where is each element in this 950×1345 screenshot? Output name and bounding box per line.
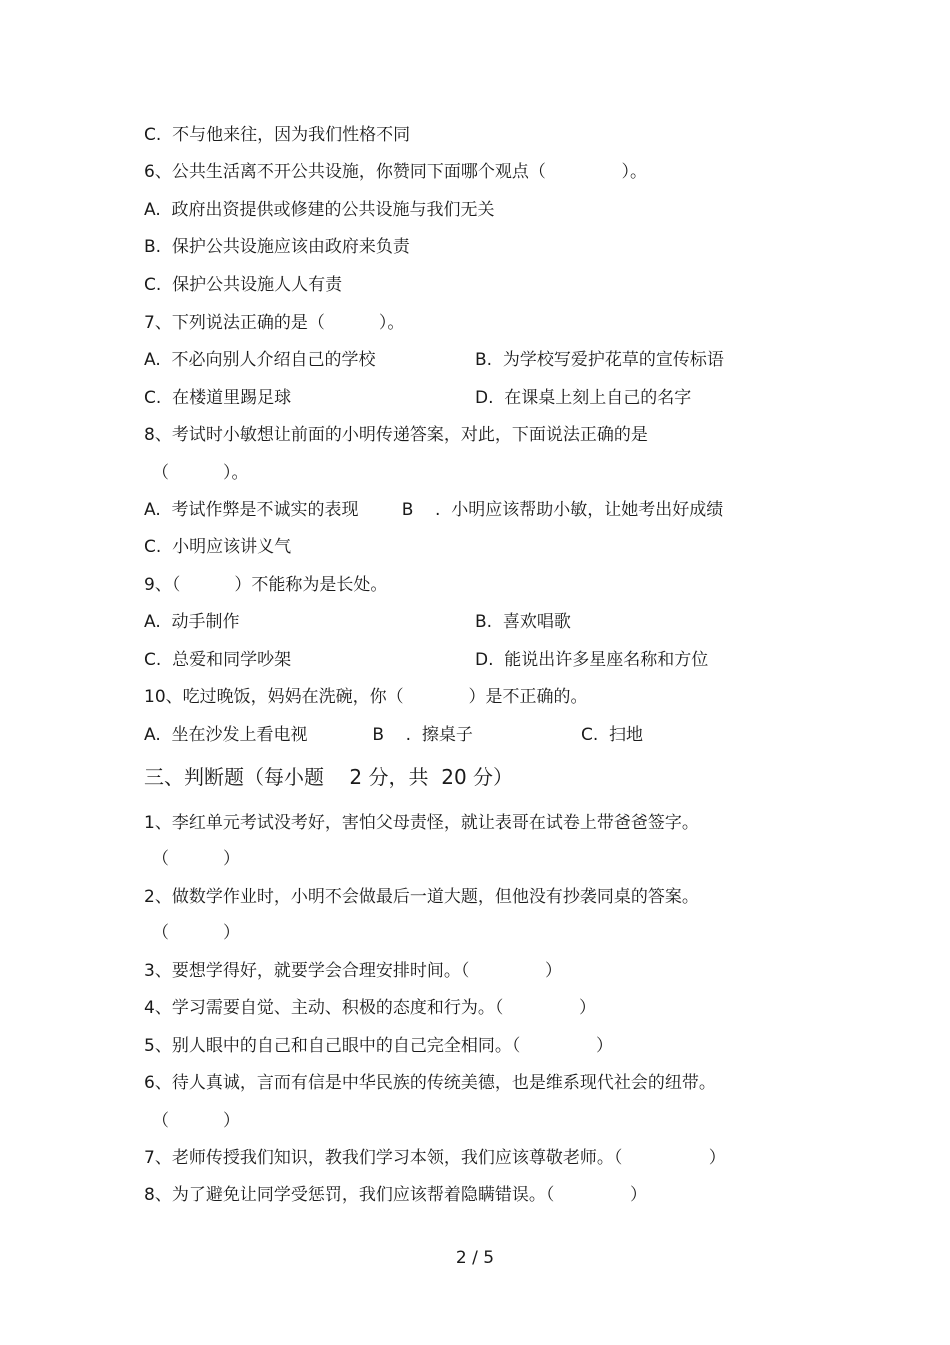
judgment-8: 8、为了避免让同学受惩罚，我们应该帮着隐瞒错误。（ ） bbox=[144, 1185, 647, 1205]
option-line: B. 为学校写爱护花草的宣传标语 bbox=[475, 350, 724, 370]
option-line: B. 喜欢唱歌 bbox=[475, 612, 571, 632]
answer-blank: （ ） bbox=[152, 923, 241, 943]
answer-blank: （ ） bbox=[152, 849, 241, 869]
option-line: D. 能说出许多星座名称和方位 bbox=[475, 650, 709, 670]
option-line: A. 考试作弊是不诚实的表现 B . 小明应该帮助小敏，让她考出好成绩 bbox=[144, 500, 724, 520]
option-line: A. 政府出资提供或修建的公共设施与我们无关 bbox=[144, 200, 495, 220]
option-line: B. 保护公共设施应该由政府来负责 bbox=[144, 237, 410, 257]
question-6: 6、公共生活离不开公共设施，你赞同下面哪个观点（ ）。 bbox=[144, 162, 647, 182]
judgment-1: 1、李红单元考试没考好，害怕父母责怪，就让表哥在试卷上带爸爸签字。 bbox=[144, 813, 699, 833]
option-line: C. 保护公共设施人人有责 bbox=[144, 275, 343, 295]
page-number: 2 / 5 bbox=[455, 1248, 495, 1268]
option-line: C. 小明应该讲义气 bbox=[144, 537, 292, 557]
option-line: C. 总爱和同学吵架 bbox=[144, 650, 292, 670]
judgment-4: 4、学习需要自觉、主动、积极的态度和行为。（ ） bbox=[144, 998, 596, 1018]
answer-blank: （ ） bbox=[152, 1111, 241, 1131]
question-9: 9、（ ）不能称为是长处。 bbox=[144, 575, 388, 595]
question-10: 10、吃过晚饭，妈妈在洗碗，你（ ）是不正确的。 bbox=[144, 687, 588, 707]
option-line: A. 动手制作 bbox=[144, 612, 240, 632]
question-8: 8、考试时小敏想让前面的小明传递答案，对此，下面说法正确的是 bbox=[144, 425, 648, 445]
question-7: 7、下列说法正确的是（ ）。 bbox=[144, 313, 405, 333]
judgment-6: 6、待人真诚，言而有信是中华民族的传统美德，也是维系现代社会的纽带。 bbox=[144, 1073, 716, 1093]
judgment-3: 3、要想学得好，就要学会合理安排时间。（ ） bbox=[144, 961, 562, 981]
answer-blank: （ ）。 bbox=[152, 463, 249, 483]
option-line: C. 在楼道里踢足球 bbox=[144, 388, 292, 408]
option-line: A. 坐在沙发上看电视 B . 擦桌子 C. 扫地 bbox=[144, 725, 644, 745]
option-line: C. 不与他来往，因为我们性格不同 bbox=[144, 125, 411, 145]
judgment-7: 7、老师传授我们知识，教我们学习本领，我们应该尊敬老师。（ ） bbox=[144, 1148, 726, 1168]
section-heading: 三、判断题（每小题 2 分，共 20 分） bbox=[144, 765, 514, 789]
option-line: A. 不必向别人介绍自己的学校 bbox=[144, 350, 376, 370]
option-line: D. 在课桌上刻上自己的名字 bbox=[475, 388, 692, 408]
judgment-5: 5、别人眼中的自己和自己眼中的自己完全相同。（ ） bbox=[144, 1036, 613, 1056]
judgment-2: 2、做数学作业时，小明不会做最后一道大题，但他没有抄袭同桌的答案。 bbox=[144, 887, 699, 907]
